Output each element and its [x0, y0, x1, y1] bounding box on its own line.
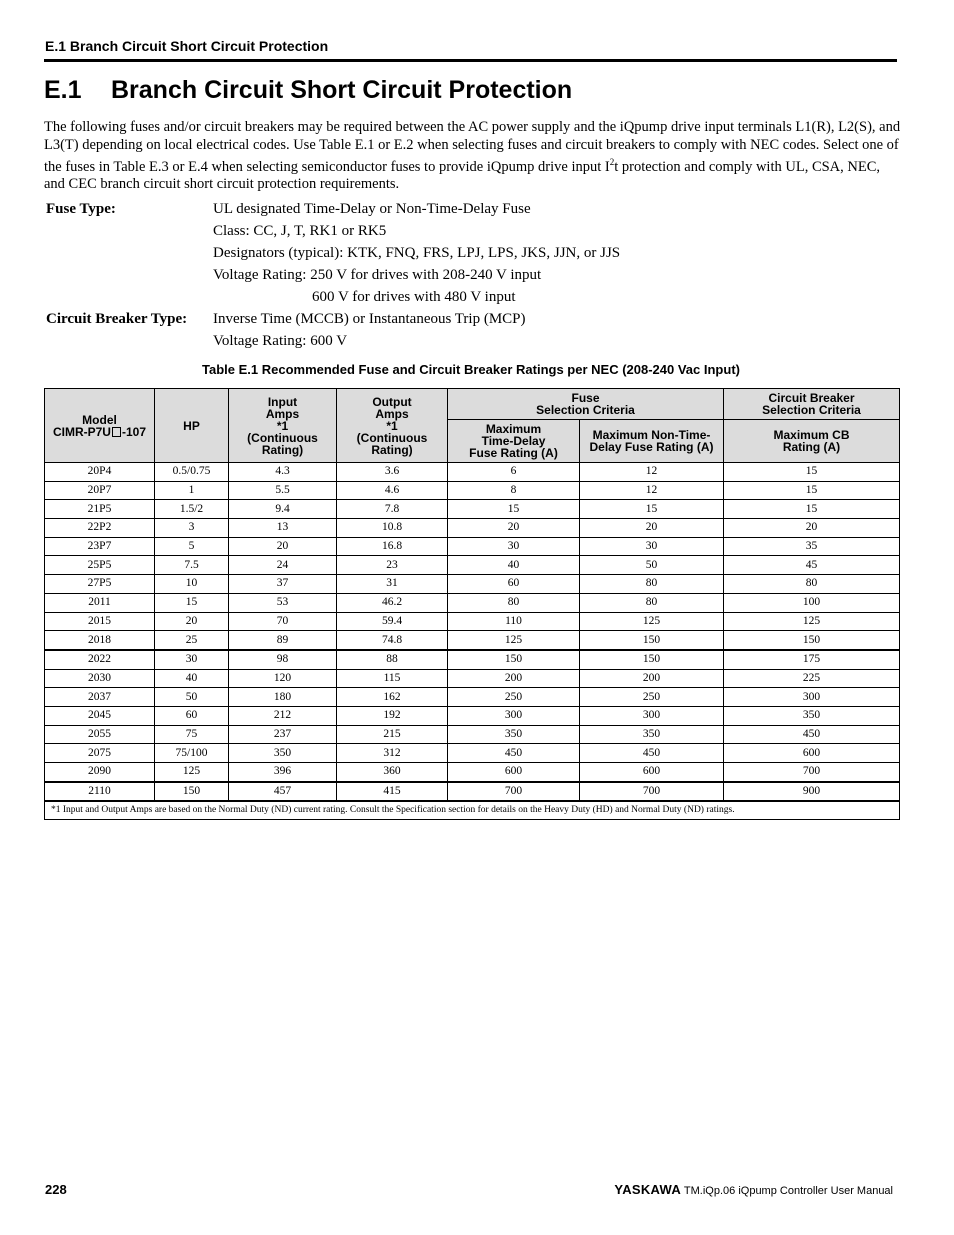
table-cell: 350 [229, 744, 337, 763]
table-cell: 5 [155, 537, 229, 556]
breaker-type-value: Inverse Time (MCCB) or Instantaneous Trip (MCP) [213, 311, 526, 327]
table-cell: 457 [229, 782, 337, 802]
intro-text-2: t protection and comply with UL, CSA, NEC, and CEC branch circuit short circuit protection requirements. [44, 158, 881, 193]
table-cell: 150 [448, 650, 580, 669]
table-cell: 2018 [45, 631, 155, 650]
table-cell: 7.5 [155, 556, 229, 575]
table-row [45, 744, 900, 763]
table-cell: 415 [337, 782, 448, 802]
table-cell: 225 [724, 669, 900, 688]
table-cell: 450 [724, 725, 900, 744]
table-cell: 20 [724, 519, 900, 538]
table-cell: 110 [448, 612, 580, 631]
section-number: E.1 [44, 76, 82, 104]
table-footnote: *1 Input and Output Amps are based on the Normal Duty (ND) current rating. Consult the Specification section for details on the Heavy Duty (HD) and Normal Duty (ND) ratings. [45, 801, 900, 820]
col-header-max-cb: Maximum CB Rating (A) [724, 420, 900, 463]
table-cell: 2075 [45, 744, 155, 763]
intro-text-1: The following fuses and/or circuit breakers may be required between the AC power supply and the iQpump drive input terminals L1(R), L2(S), and L3(T) depending on local electrical codes. Use Table E.1 or E.2 when selecting fuses and circuit breakers to comply with NEC codes. Select one of the fuses in Table E.3 or E.4 when selecting semiconductor fuses to provide iQpump drive input I [44, 119, 901, 175]
table-cell: 25 [155, 631, 229, 650]
table-row [45, 612, 900, 631]
table-cell: 15 [724, 481, 900, 500]
fuse-class-value: Class: CC, J, T, RK1 or RK5 [213, 223, 387, 239]
table-cell: 6 [448, 463, 580, 482]
table-cell: 212 [229, 706, 337, 725]
table-cell: 16.8 [337, 537, 448, 556]
table-cell: 20 [155, 612, 229, 631]
table-cell: 2030 [45, 669, 155, 688]
table-cell: 700 [448, 782, 580, 802]
table-cell: 200 [448, 669, 580, 688]
table-row [45, 593, 900, 612]
table-cell: 30 [448, 537, 580, 556]
table-cell: 7.8 [337, 500, 448, 519]
table-cell: 100 [724, 593, 900, 612]
table-cell: 2055 [45, 725, 155, 744]
table-cell: 80 [580, 575, 724, 594]
table-row [45, 650, 900, 669]
breaker-type-label: Circuit Breaker Type: [46, 311, 188, 327]
table-row [45, 631, 900, 650]
table-cell: 24 [229, 556, 337, 575]
table-cell: 237 [229, 725, 337, 744]
table-cell: 5.5 [229, 481, 337, 500]
table-cell: 600 [448, 763, 580, 782]
table-cell: 15 [580, 500, 724, 519]
table-row [45, 575, 900, 594]
table-row [45, 463, 900, 482]
table-cell: 10.8 [337, 519, 448, 538]
table-cell: 350 [580, 725, 724, 744]
table-cell: 115 [337, 669, 448, 688]
section-title: Branch Circuit Short Circuit Protection [111, 76, 573, 104]
fuse-type-value: UL designated Time-Delay or Non-Time-Delay Fuse [213, 201, 531, 217]
table-cell: 74.8 [337, 631, 448, 650]
table-cell: 22P2 [45, 519, 155, 538]
table-cell: 215 [337, 725, 448, 744]
table-cell: 4.3 [229, 463, 337, 482]
table-cell: 40 [155, 669, 229, 688]
page-number: 228 [45, 1182, 67, 1197]
table-cell: 2011 [45, 593, 155, 612]
header-rule [44, 59, 897, 62]
table-cell: 20 [448, 519, 580, 538]
table-cell: 125 [724, 612, 900, 631]
table-cell: 80 [580, 593, 724, 612]
table-cell: 8 [448, 481, 580, 500]
table-cell: 396 [229, 763, 337, 782]
table-cell: 25P5 [45, 556, 155, 575]
table-row [45, 500, 900, 519]
table-cell: 13 [229, 519, 337, 538]
col-group-breaker: Circuit Breaker Selection Criteria [724, 389, 900, 420]
table-row [45, 519, 900, 538]
table-row [45, 725, 900, 744]
table-cell: 98 [229, 650, 337, 669]
breaker-voltage-value: Voltage Rating: 600 V [213, 333, 348, 349]
table-cell: 20 [580, 519, 724, 538]
table-cell: 4.6 [337, 481, 448, 500]
table-cell: 2037 [45, 688, 155, 707]
running-head: E.1 Branch Circuit Short Circuit Protection [45, 38, 329, 54]
table-cell: 10 [155, 575, 229, 594]
table-cell: 60 [448, 575, 580, 594]
table-cell: 150 [155, 782, 229, 802]
table-cell: 53 [229, 593, 337, 612]
table-cell: 20 [229, 537, 337, 556]
col-header-input-amps: Input Amps *1 (Continuous Rating) [229, 389, 337, 463]
table-cell: 3 [155, 519, 229, 538]
table-cell: 80 [448, 593, 580, 612]
table-cell: 360 [337, 763, 448, 782]
table-row [45, 556, 900, 575]
table-cell: 600 [580, 763, 724, 782]
table-cell: 35 [724, 537, 900, 556]
table-cell: 150 [580, 650, 724, 669]
table-cell: 80 [724, 575, 900, 594]
table-cell: 46.2 [337, 593, 448, 612]
footer-manual [614, 1182, 893, 1197]
table-cell: 23P7 [45, 537, 155, 556]
col-header-output-amps: Output Amps *1 (Continuous Rating) [337, 389, 448, 463]
table-cell: 50 [580, 556, 724, 575]
table-cell: 175 [724, 650, 900, 669]
table-cell: 2015 [45, 612, 155, 631]
table-cell: 700 [580, 782, 724, 802]
table-cell: 9.4 [229, 500, 337, 519]
table-cell: 27P5 [45, 575, 155, 594]
table-cell: 150 [724, 631, 900, 650]
table-cell: 60 [155, 706, 229, 725]
fuse-designators-value: Designators (typical): KTK, FNQ, FRS, LPJ, LPS, JKS, JJN, or JJS [213, 245, 621, 261]
table-cell: 250 [580, 688, 724, 707]
table-cell: 450 [580, 744, 724, 763]
col-header-model: Model CIMR-P7U -107 [45, 389, 155, 463]
table-cell: 700 [724, 763, 900, 782]
page-title [44, 76, 572, 105]
table-cell: 0.5/0.75 [155, 463, 229, 482]
brand-logo-text: YASKAWA [614, 1182, 682, 1197]
table-cell: 150 [580, 631, 724, 650]
table-cell: 30 [155, 650, 229, 669]
fuse-type-label: Fuse Type: [46, 201, 116, 217]
manual-title: TM.iQp.06 iQpump Controller User Manual [683, 1185, 893, 1197]
table-cell: 88 [337, 650, 448, 669]
table-cell: 15 [155, 593, 229, 612]
table-cell: 70 [229, 612, 337, 631]
table-row [45, 537, 900, 556]
table-cell: 20P7 [45, 481, 155, 500]
table-cell: 125 [580, 612, 724, 631]
table-row [45, 763, 900, 782]
table-cell: 30 [580, 537, 724, 556]
table-cell: 12 [580, 481, 724, 500]
table-cell: 2045 [45, 706, 155, 725]
table-cell: 192 [337, 706, 448, 725]
table-cell: 300 [448, 706, 580, 725]
table-cell: 2090 [45, 763, 155, 782]
col-header-hp: HP [155, 389, 229, 463]
table-footnote-row [45, 801, 900, 820]
table-cell: 900 [724, 782, 900, 802]
table-cell: 2110 [45, 782, 155, 802]
table-cell: 21P5 [45, 500, 155, 519]
intro-superscript: 2 [609, 157, 615, 167]
col-header-max-time-delay: Maximum Time-Delay Fuse Rating (A) [448, 420, 580, 463]
table-row [45, 706, 900, 725]
table-cell: 300 [724, 688, 900, 707]
table-cell: 12 [580, 463, 724, 482]
table-cell: 75 [155, 725, 229, 744]
table-row [45, 669, 900, 688]
table-row [45, 688, 900, 707]
table-cell: 1.5/2 [155, 500, 229, 519]
intro-paragraph [44, 119, 904, 194]
table-cell: 1 [155, 481, 229, 500]
table-cell: 2022 [45, 650, 155, 669]
table-row [45, 481, 900, 500]
table-cell: 15 [448, 500, 580, 519]
table-cell: 300 [580, 706, 724, 725]
table-cell: 45 [724, 556, 900, 575]
table-cell: 162 [337, 688, 448, 707]
table-body [45, 463, 900, 820]
table-cell: 125 [448, 631, 580, 650]
table-cell: 15 [724, 463, 900, 482]
table-cell: 350 [724, 706, 900, 725]
table-cell: 37 [229, 575, 337, 594]
table-cell: 250 [448, 688, 580, 707]
table-title: Table E.1 Recommended Fuse and Circuit Breaker Ratings per NEC (208-240 Vac Input) [202, 362, 740, 377]
table-cell: 600 [724, 744, 900, 763]
col-header-max-non-time-delay: Maximum Non-Time- Delay Fuse Rating (A) [580, 420, 724, 463]
col-group-fuse: Fuse Selection Criteria [448, 389, 724, 420]
table-cell: 23 [337, 556, 448, 575]
table-cell: 31 [337, 575, 448, 594]
table-cell: 89 [229, 631, 337, 650]
table-cell: 350 [448, 725, 580, 744]
table-cell: 312 [337, 744, 448, 763]
fuse-voltage-value-480: 600 V for drives with 480 V input [312, 289, 516, 305]
table-cell: 20P4 [45, 463, 155, 482]
fuse-voltage-value: Voltage Rating: 250 V for drives with 208-240 V input [213, 267, 542, 283]
table-cell: 50 [155, 688, 229, 707]
table-cell: 180 [229, 688, 337, 707]
table-cell: 125 [155, 763, 229, 782]
table-row [45, 782, 900, 802]
table-cell: 75/100 [155, 744, 229, 763]
table-cell: 40 [448, 556, 580, 575]
table-cell: 3.6 [337, 463, 448, 482]
table-cell: 59.4 [337, 612, 448, 631]
ratings-table [44, 388, 900, 820]
table-cell: 450 [448, 744, 580, 763]
table-cell: 120 [229, 669, 337, 688]
table-cell: 200 [580, 669, 724, 688]
placeholder-box-icon [112, 427, 121, 437]
table-cell: 15 [724, 500, 900, 519]
